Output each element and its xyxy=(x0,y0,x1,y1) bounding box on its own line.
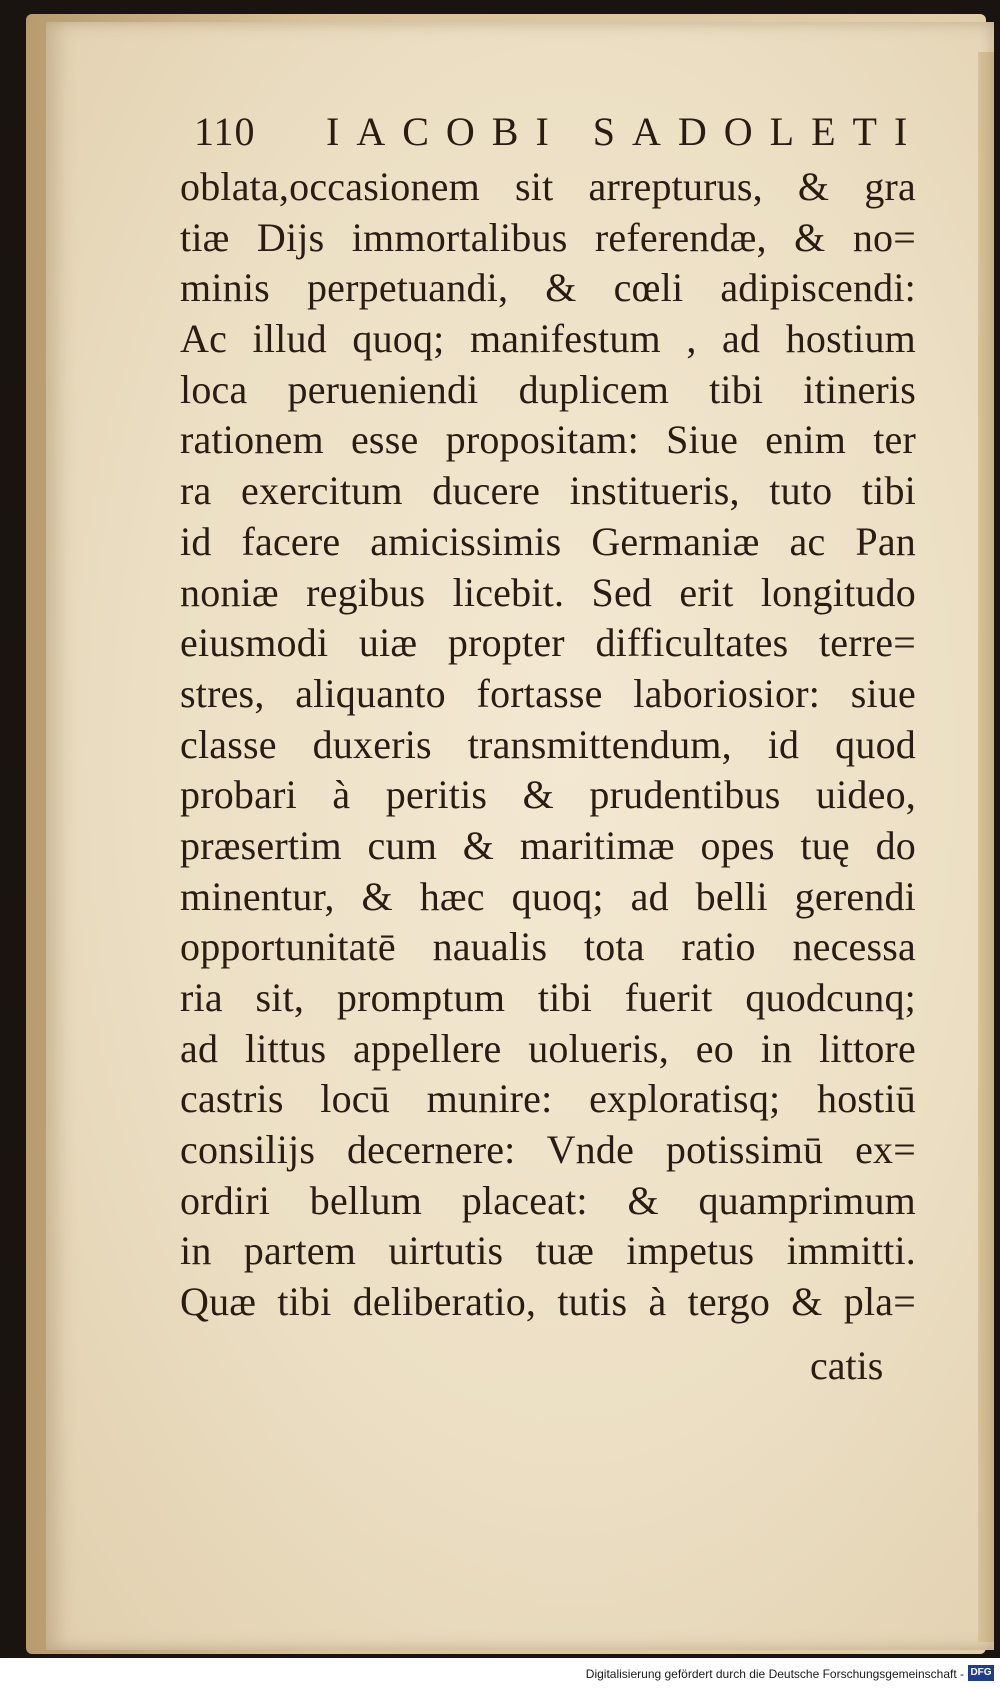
text-line: minentur, & hæc quoq; ad belli gerendi xyxy=(180,873,916,919)
text-line: ra exercitum ducere institueris, tuto tibi xyxy=(180,468,916,514)
running-title: IACOBI SADOLETI xyxy=(326,109,925,154)
text-line: ordiri bellum placeat: & quamprimum xyxy=(180,1177,916,1223)
text-line: opportunitatē naualis tota ratio necessa xyxy=(180,924,916,970)
text-line: Quæ tibi deliberatio, tutis à tergo & pla= xyxy=(180,1279,916,1325)
text-line: minis perpetuandi, & cœli adipiscendi: xyxy=(180,265,916,311)
text-line: consilijs decernere: Vnde potissimū ex= xyxy=(180,1127,916,1173)
text-line: oblata,occasionem sit arrepturus, & gra xyxy=(180,164,916,209)
text-line: ad littus appellere uolueris, eo in littore xyxy=(180,1025,916,1071)
text-line: ria sit, promptum tibi fuerit quodcunq; xyxy=(180,975,916,1020)
text-line: classe duxeris transmittendum, id quod xyxy=(180,721,916,767)
text-line: rationem esse propositam: Siue enim ter xyxy=(180,417,916,463)
page-fore-edge xyxy=(978,52,994,1642)
text-line: noniæ regibus licebit. Sed erit longitudo xyxy=(180,569,916,615)
dfg-logo: DFG xyxy=(968,1665,994,1681)
footer-bar xyxy=(0,1658,1000,1689)
text-line: præsertim cum & maritimæ opes tuę do xyxy=(180,822,916,868)
text-line: in partem uirtutis tuæ impetus immitti. xyxy=(180,1228,916,1274)
text-line: castris locū munire: exploratisq; hostiū xyxy=(180,1076,916,1122)
page-number: 110 xyxy=(194,109,256,154)
catchword: catis xyxy=(810,1343,884,1388)
running-head xyxy=(194,108,925,158)
text-line: eiusmodi uiæ propter difficultates terre= xyxy=(180,620,916,666)
text-line: probari à peritis & prudentibus uideo, xyxy=(180,772,916,818)
text-line: tiæ Dijs immortalibus referendæ, & no= xyxy=(180,214,916,260)
body-text xyxy=(180,162,916,1328)
text-line: stres, aliquanto fortasse laboriosior: siue xyxy=(180,670,916,716)
text-line: id facere amicissimis Germaniæ ac Pan xyxy=(180,518,916,564)
funding-credit: Digitalisierung gefördert durch die Deutsche Forschungsgemeinschaft - xyxy=(585,1667,964,1681)
text-line: loca perueniendi duplicem tibi itineris xyxy=(180,366,916,412)
text-line: Ac illud quoq; manifestum , ad hostium xyxy=(180,316,916,362)
